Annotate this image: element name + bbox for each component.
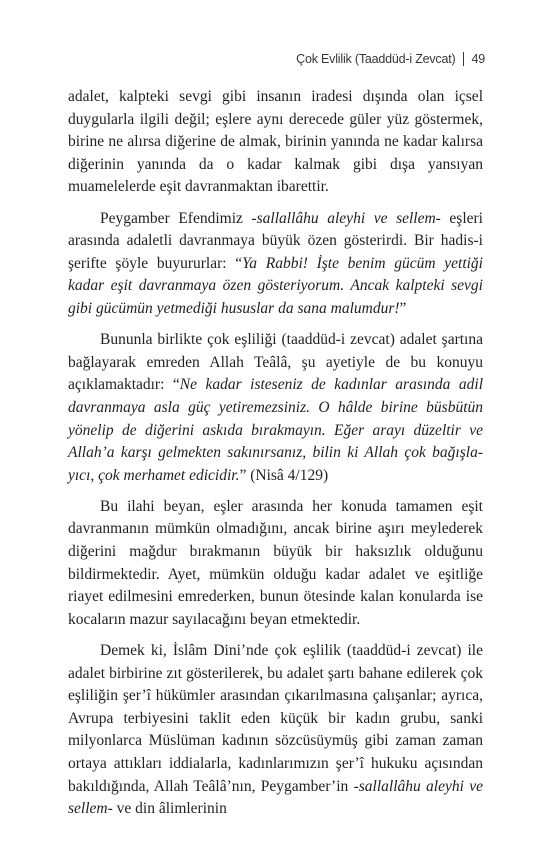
text-run: ve din âlimlerinin: [112, 800, 227, 818]
honorific-italic: -sallallâhu aleyhi ve sellem-: [68, 777, 483, 818]
text-run: eşleri arasında adaletli davranmaya büyük özen gösterirdi. Bir hadis-i şerifte şöyle buyururlar: “: [68, 209, 483, 272]
paragraph-1: [68, 86, 483, 199]
paragraph-2: [68, 208, 483, 321]
chapter-title: Çok Evlilik (Taaddüd-i Zevcat): [296, 52, 456, 66]
verse-reference: ” (Nisâ 4/129): [239, 466, 329, 484]
running-header: [296, 52, 485, 66]
text-run: adalet, kalpteki sevgi gibi insanın iradesi dışında olan içsel duygularla ilgili değil; eşlere aynı derecede güler yüz göstermek, birine ne alırsa diğerine de almak, birinin yanında ne kadar kalırsa diğerinin yanında da o kadar kalmak gibi dışa yansıyan muamelelerde eşit davranmaktan ibarettir.: [68, 88, 483, 196]
text-run: Bu ilahi beyan, eşler arasında her konuda tamamen eşit davranmanın mümkün olmadığını, ancak birine aşırı meylederek diğerini mağdur bırakmanın büyük bir haksızlık olduğunu bildirmektedir. Ayet, mümkün olduğu kadar adalet ve eşitliğe riayet edilmesini emrederken, bunun ötesinde kalan konularda ise kocaların mazur sayılacağını beyan etmektedir.: [68, 497, 483, 628]
paragraph-5: [68, 640, 483, 821]
text-run: Demek ki, İslâm Dini’nde çok eşlilik (taaddüd-i zevcat) ile adalet birbirine zıt gösterilerek, bu adalet şartı bahane edilerek çok eşliliğin şer’î hükümler arasından çıkarılmasına çalışanlar; ayrıca, Avrupa terbiyesini taklit eden küçük bir kadın grubu, sanki milyonlarca Müslüman kadının sözcüsüymüş gibi zaman zaman ortaya attıkları iddialarla, kadınlarımızın şer’î hukuku açısından bakıldığında, Allah Teâlâ’nın, Peygamber’in: [68, 642, 483, 795]
verse-quote: Ne kadar isteseniz de kadınlar arasında adil davranmaya asla güç yetiremezsiniz. O hâlde birine büsbütün yönelip de diğerini askıda bırakmayın. Eğer arayı düzeltir ve Allah’a karşı gelmekten sakınırsanız, bilin ki Allah çok bağışlayıcı, çok merhamet edicidir.: [68, 376, 484, 484]
text-run: ”: [399, 299, 407, 317]
text-run: Peygamber Efendimiz: [100, 209, 252, 227]
body-text: [68, 86, 483, 829]
honorific-italic: -sallallâhu aleyhi ve sellem-: [251, 209, 441, 227]
hadith-quote: Ya Rabbi! İşte benim gücüm yettiği kadar eşit davranmaya özen gösteriyorum. Ancak kalpteki sevgi gibi gücümün yetmediği hususlar da sana malumdur!: [68, 254, 483, 317]
paragraph-3: [68, 329, 483, 487]
page-number: 49: [471, 52, 485, 66]
paragraph-4: [68, 496, 483, 632]
header-divider: [463, 52, 464, 66]
text-run: Bununla birlikte çok eşliliği (taaddüd-i zevcat) adalet şartına bağlayarak emreden Allah Teâlâ, şu ayetiyle de bu konuyu açıklamaktadır: “: [68, 331, 483, 394]
